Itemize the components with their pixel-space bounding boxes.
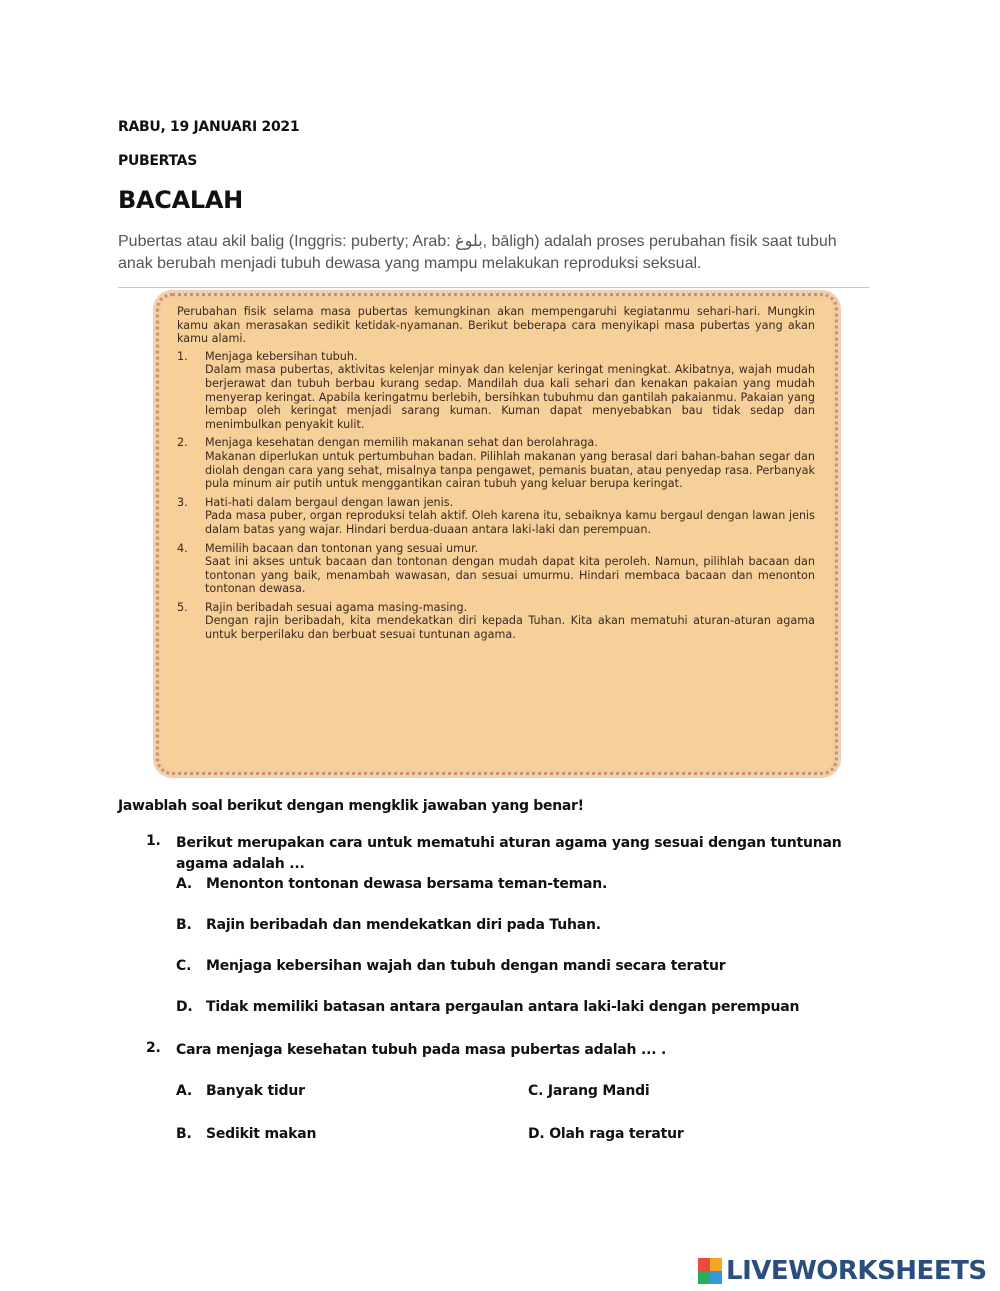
answer-option-1d[interactable] [176, 999, 799, 1015]
logo-block [698, 1271, 710, 1284]
option-text: D. Olah raga teratur [528, 1126, 684, 1142]
answer-option-1a[interactable] [176, 876, 607, 892]
quiz-instruction: Jawablah soal berikut dengan mengklik jawaban yang benar! [118, 798, 584, 814]
logo-blocks-icon [698, 1258, 722, 1284]
topic-title: PUBERTAS [118, 153, 197, 169]
option-text: C. Jarang Mandi [528, 1083, 650, 1099]
reading-item-title: Memilih bacaan dan tontonan yang sesuai umur. [205, 541, 479, 555]
question-number: 1. [146, 833, 161, 849]
intro-paragraph: Pubertas atau akil balig (Inggris: puberty; Arab: بلوغ, bāligh) adalah proses perubahan fisik saat tubuh anak berubah menjadi tubuh dewasa yang mampu melakukan reproduksi seksual. [118, 233, 837, 272]
option-letter: B. [176, 1126, 192, 1142]
reading-item-number: 2. [177, 436, 188, 450]
liveworksheets-logo [698, 1256, 987, 1286]
option-letter: C. [176, 958, 192, 974]
option-letter: A. [176, 1083, 193, 1099]
reading-item [177, 350, 815, 432]
answer-option-2b[interactable] [176, 1126, 316, 1142]
question-text: Cara menjaga kesehatan tubuh pada masa pubertas adalah ... . [176, 1042, 667, 1058]
reading-item [177, 542, 815, 596]
reading-item-title: Menjaga kesehatan dengan memilih makanan sehat dan berolahraga. [205, 436, 598, 450]
option-letter: B. [176, 917, 192, 933]
option-letter: A. [176, 876, 193, 892]
logo-wordmark: LIVEWORKSHEETS [726, 1256, 987, 1286]
option-letter: D. [176, 999, 193, 1015]
reading-item-title: Hati-hati dalam bergaul dengan lawan jenis. [205, 495, 454, 509]
option-text: Menjaga kebersihan wajah dan tubuh dengan mandi secara teratur [206, 958, 726, 974]
reading-item-title: Menjaga kebersihan tubuh. [205, 349, 358, 363]
reading-item-number: 4. [177, 541, 188, 555]
answer-option-1b[interactable] [176, 917, 601, 933]
document-date: RABU, 19 JANUARI 2021 [118, 119, 300, 135]
reading-list [177, 350, 815, 642]
answer-option-2d[interactable] [528, 1126, 684, 1142]
reading-intro: Perubahan fisik selama masa pubertas kemungkinan akan mempengaruhi kegiatanmu sehari-hari. Mungkin kamu akan merasakan sedikit ketidak-nyamanan. Berikut beberapa cara menyikapi masa pubertas yang akan kamu alami. [177, 305, 815, 346]
divider [118, 287, 869, 288]
logo-block [710, 1258, 722, 1271]
reading-heading: BACALAH [118, 186, 243, 214]
reading-item-body: Makanan diperlukan untuk pertumbuhan badan. Pilihlah makanan yang berasal dari bahan-bahan segar dan diolah dengan cara yang sehat, misalnya tanpa pengawet, pemanis buatan, atau penyedap rasa. Perbanyak pula minum air putih untuk menggantikan cairan tubuh yang keluar berupa keringat. [205, 449, 815, 491]
reading-item [177, 436, 815, 490]
reading-item-body: Dengan rajin beribadah, kita mendekatkan diri kepada Tuhan. Kita akan mematuhi aturan-aturan agama untuk berperilaku dan berbuat sesuai tuntunan agama. [205, 614, 815, 642]
logo-block [698, 1258, 710, 1271]
option-text: Banyak tidur [206, 1083, 305, 1099]
option-text: Rajin beribadah dan mendekatkan diri pada Tuhan. [206, 917, 601, 933]
option-text: Tidak memiliki batasan antara pergaulan antara laki-laki dengan perempuan [206, 999, 800, 1015]
reading-item-body: Saat ini akses untuk bacaan dan tontonan dengan mudah dapat kita peroleh. Namun, pilihlah bacaan dan tontonan yang baik, menambah wawasan, dan sesuai umurmu. Hindari membaca bacaan dan menonton tontonan dewasa. [205, 555, 815, 596]
reading-item-number: 5. [177, 600, 188, 614]
reading-item-number: 1. [177, 349, 188, 363]
reading-item-body: Dalam masa pubertas, aktivitas kelenjar minyak dan kelenjar keringat meningkat. Akibatnya, wajah mudah berjerawat dan tubuh berbau kurang sedap. Mandilah dua kali sehari dan kenakan pakaian yang mudah menyerap keringat. Apabila keringatmu berlebih, bersihkan tubuhmu dan gantilah pakaianmu. Pakaian yang lembap oleh keringat menjadi sarang kuman. Kuman dapat menyebabkan bau tidak sedap dan menimbulkan penyakit kulit. [205, 363, 815, 431]
option-text: Sedikit makan [206, 1126, 317, 1142]
reading-item-title: Rajin beribadah sesuai agama masing-masing. [205, 600, 468, 614]
reading-item-number: 3. [177, 495, 188, 509]
answer-option-2a[interactable] [176, 1083, 305, 1099]
reading-box [156, 293, 838, 775]
answer-option-2c[interactable] [528, 1083, 650, 1099]
answer-option-1c[interactable] [176, 958, 725, 974]
question-text: Berikut merupakan cara untuk mematuhi aturan agama yang sesuai dengan tuntunan agama adalah ... [176, 835, 842, 872]
logo-block [710, 1271, 722, 1284]
question-number: 2. [146, 1040, 161, 1056]
reading-item [177, 496, 815, 537]
reading-item-body: Pada masa puber, organ reproduksi telah aktif. Oleh karena itu, sebaiknya kamu bergaul dengan lawan jenis dalam batas yang wajar. Hindari berdua-duaan antara laki-laki dan perempuan. [205, 509, 815, 536]
reading-item [177, 601, 815, 642]
option-text: Menonton tontonan dewasa bersama teman-teman. [206, 876, 608, 892]
